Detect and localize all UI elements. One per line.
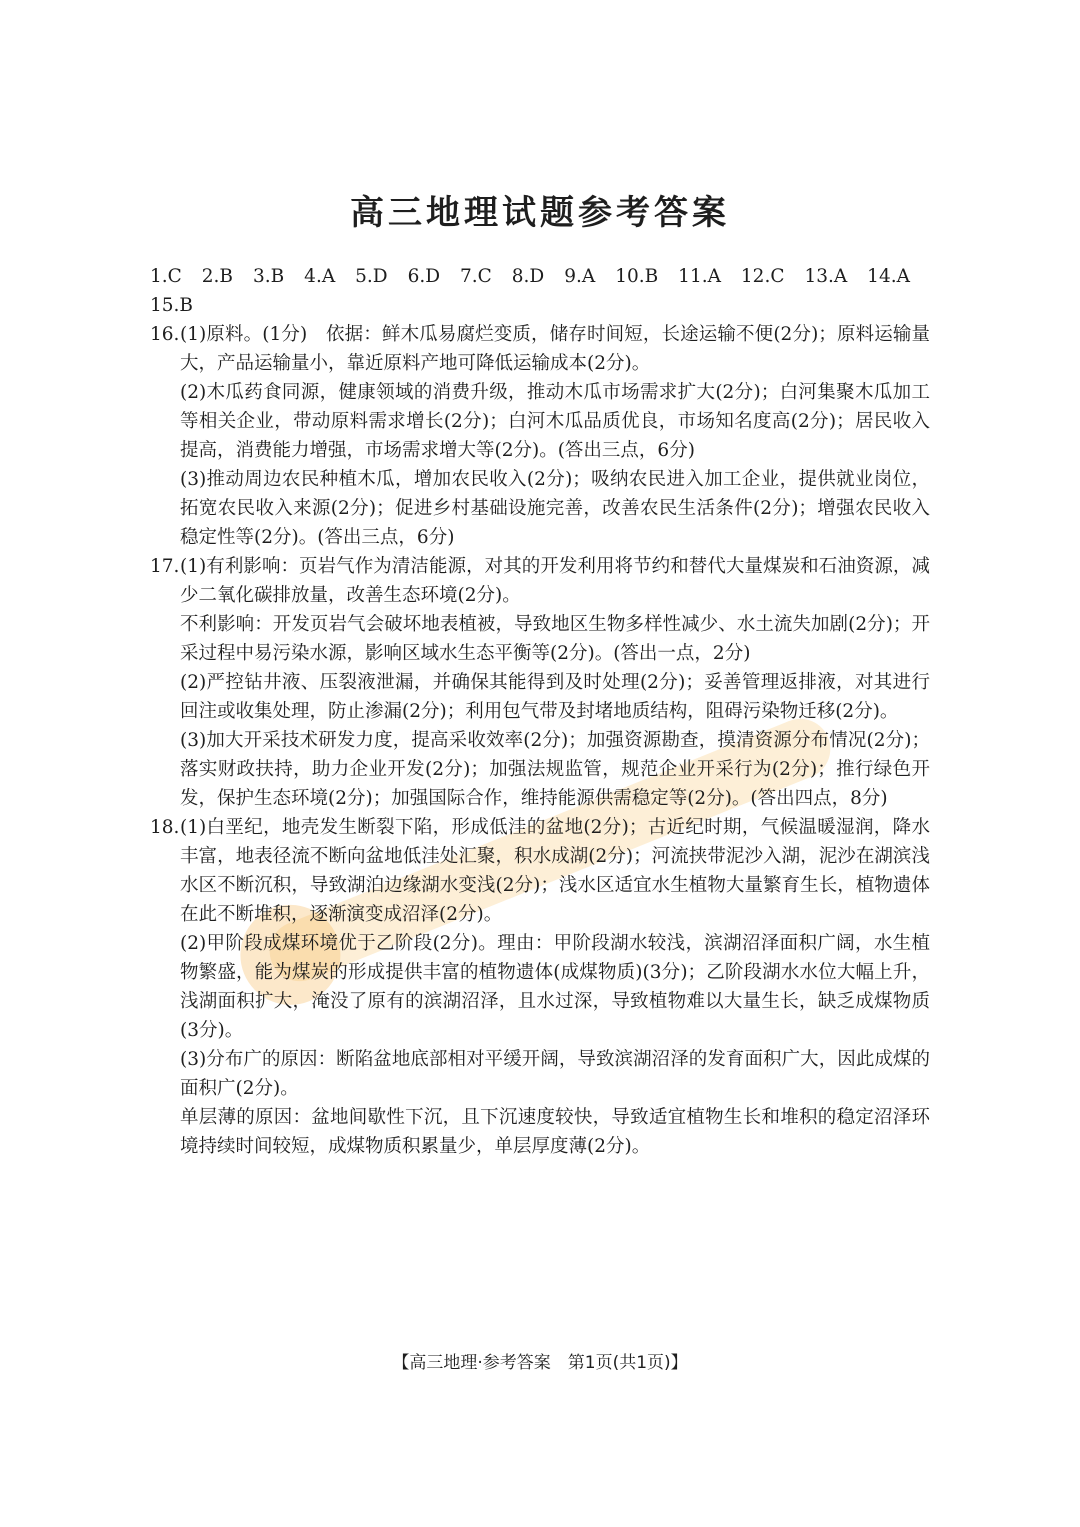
answer-paragraph: (3)分布广的原因：断陷盆地底部相对平缓开阔，导致滨湖沼泽的发育面积广大，因此成煤的面积广(2分)。 xyxy=(180,1049,930,1099)
answer-paragraph: (3)推动周边农民种植木瓜，增加农民收入(2分)；吸纳农民进入加工企业，提供就业岗位，拓宽农民收入来源(2分)；促进乡村基础设施完善，改善农民生活条件(2分)；增强农民收入稳定性等(2分)。(答出三点，6分) xyxy=(180,469,930,548)
answer-paragraph: (1)原料。(1分) 依据：鲜木瓜易腐烂变质，储存时间短，长途运输不便(2分)；原料运输量大，产品运输量小，靠近原料产地可降低运输成本(2分)。 xyxy=(180,324,930,374)
mc-answer: 11.A xyxy=(678,266,721,287)
mc-answers-row-2 xyxy=(150,291,910,320)
mc-answer: 4.A xyxy=(304,266,336,287)
mc-answer: 7.C xyxy=(460,266,492,287)
question-17 xyxy=(150,552,930,813)
answer-paragraph: (1)有利影响：页岩气作为清洁能源，对其的开发利用将节约和替代大量煤炭和石油资源，减少二氧化碳排放量，改善生态环境(2分)。 xyxy=(180,556,930,606)
mc-answer: 5.D xyxy=(355,266,388,287)
mc-answer: 14.A xyxy=(867,266,910,287)
question-number: 18. xyxy=(150,817,180,838)
page-title: 高三地理试题参考答案 xyxy=(350,193,730,233)
mc-answer: 6.D xyxy=(407,266,441,287)
answer-paragraph: 不利影响：开发页岩气会破坏地表植被，导致地区生物多样性减少、水土流失加剧(2分)；开采过程中易污染水源，影响区域水生态平衡等(2分)。(答出一点，2分) xyxy=(180,614,930,664)
mc-answer: 12.C xyxy=(740,266,785,287)
answer-paragraph: (1)白垩纪，地壳发生断裂下陷，形成低洼的盆地(2分)；古近纪时期，气候温暖湿润，降水丰富，地表径流不断向盆地低洼处汇聚，积水成湖(2分)；河流挟带泥沙入湖，泥沙在湖滨浅水区不断沉积，导致湖泊边缘湖水变浅(2分)；浅水区适宜水生植物大量繁育生长，植物遗体在此不断堆积，逐渐演变成沼泽(2分)。 xyxy=(180,817,930,925)
mc-answer: 2.B xyxy=(201,266,234,287)
question-18 xyxy=(150,813,930,1161)
mc-answer: 8.D xyxy=(511,266,545,287)
mc-answer: 1.C xyxy=(150,266,182,287)
question-number: 16. xyxy=(150,324,180,345)
answer-content xyxy=(150,262,930,1161)
mc-answer: 15.B xyxy=(150,295,194,316)
answer-paragraph: (2)木瓜药食同源，健康领域的消费升级，推动木瓜市场需求扩大(2分)；白河集聚木瓜加工等相关企业，带动原料需求增长(2分)；白河木瓜品质优良，市场知名度高(2分)；居民收入提高，消费能力增强，市场需求增大等(2分)。(答出三点，6分) xyxy=(180,382,930,461)
question-16 xyxy=(150,320,930,552)
answer-paragraph: (3)加大开采技术研发力度，提高采收效率(2分)；加强资源勘查，摸清资源分布情况(2分)；落实财政扶持，助力企业开发(2分)；加强法规监管，规范企业开采行为(2分)；推行绿色开发，保护生态环境(2分)；加强国际合作，维持能源供需稳定等(2分)。(答出四点，8分) xyxy=(180,730,930,809)
answer-paragraph: (2)严控钻井液、压裂液泄漏，并确保其能得到及时处理(2分)；妥善管理返排液，对其进行回注或收集处理，防止渗漏(2分)；利用包气带及封堵地质结构，阻碍污染物迁移(2分)。 xyxy=(180,672,930,722)
mc-answer: 13.A xyxy=(804,266,848,287)
answer-paragraph: (2)甲阶段成煤环境优于乙阶段(2分)。理由：甲阶段湖水较浅，滨湖沼泽面积广阔，水生植物繁盛，能为煤炭的形成提供丰富的植物遗体(成煤物质)(3分)；乙阶段湖水水位大幅上升，浅湖面积扩大，淹没了原有的滨湖沼泽，且水过深，导致植物难以大量生长，缺乏成煤物质(3分)。 xyxy=(180,933,930,1041)
mc-answers-row-1 xyxy=(150,262,910,291)
mc-answer: 9.A xyxy=(564,266,596,287)
mc-answer: 10.B xyxy=(615,266,659,287)
page-footer: 【高三地理·参考答案 第1页(共1页)】 xyxy=(392,1353,688,1373)
question-number: 17. xyxy=(150,556,180,577)
answer-paragraph: 单层薄的原因：盆地间歇性下沉，且下沉速度较快，导致适宜植物生长和堆积的稳定沼泽环境持续时间较短，成煤物质积累量少，单层厚度薄(2分)。 xyxy=(180,1107,930,1157)
mc-answer: 3.B xyxy=(252,266,285,287)
